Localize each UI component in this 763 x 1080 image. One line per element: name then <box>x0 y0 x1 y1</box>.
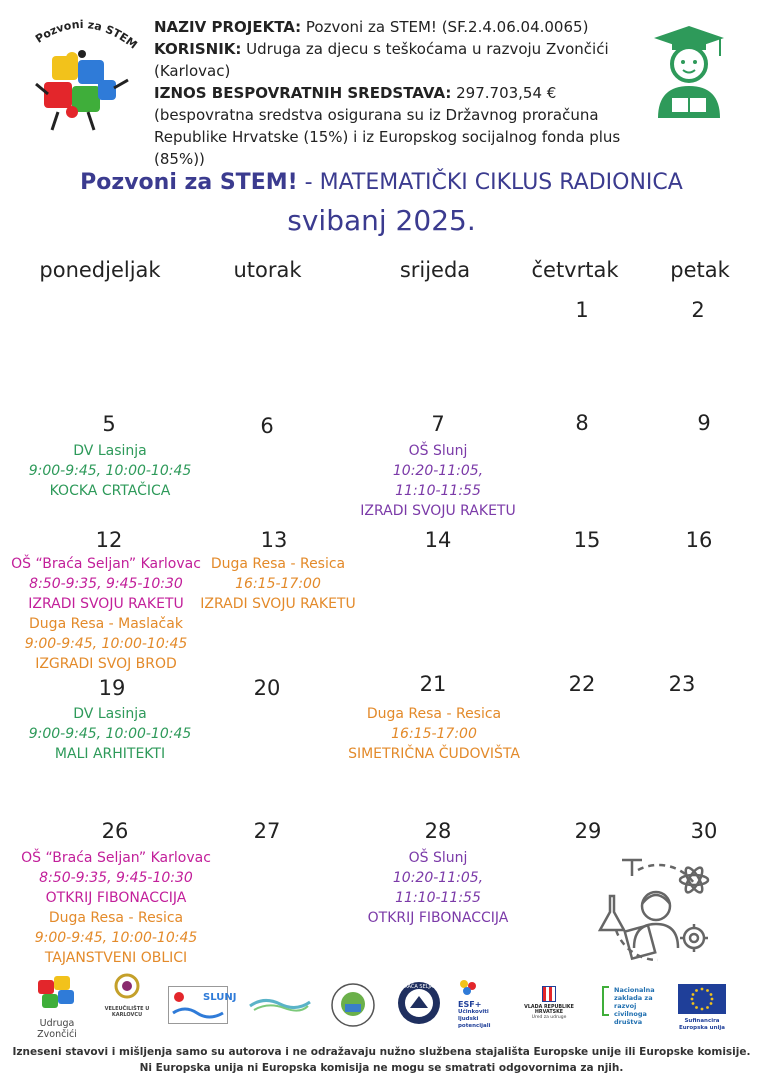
day-friday: petak <box>670 258 730 282</box>
project-info <box>154 16 654 170</box>
date-16: 16 <box>685 528 713 552</box>
event-place: Duga Resa - Resica <box>210 556 346 572</box>
event-12a <box>6 554 206 614</box>
date-27: 27 <box>253 819 281 843</box>
event-time: 8:50-9:35, 9:45-10:30 <box>29 576 183 592</box>
event-name: OTKRIJ FIBONACCIJA <box>367 910 509 926</box>
logo-school-round <box>330 982 376 1028</box>
date-7: 7 <box>431 412 445 436</box>
event-name: SIMETRIČNA ČUDOVIŠTA <box>348 746 520 762</box>
event-place: OŠ “Braća Seljan” Karlovac <box>21 850 211 866</box>
logo-veleuciliste: VELEUČILIŠTE U KARLOVCU <box>104 972 150 1018</box>
event-time: 8:50-9:35, 9:45-10:30 <box>39 870 193 886</box>
event-name: IZRADI SVOJU RAKETU <box>360 503 516 519</box>
amount-value: 297.703,54 € (bespovratna sredstva osigurana su iz Državnog proračuna Republike Hrvatske (15%) i iz Europskog socijalnog fonda plus (85%)) <box>154 84 621 168</box>
day-wednesday: srijeda <box>399 258 471 282</box>
date-20: 20 <box>253 676 281 700</box>
date-13: 13 <box>260 528 288 552</box>
event-time: 9:00-9:45, 10:00-10:45 <box>24 636 188 652</box>
event-place: DV Lasinja <box>73 706 147 722</box>
logo-eu: Sufinancira Europska unija <box>678 984 730 1032</box>
date-21: 21 <box>419 672 447 696</box>
project-logo <box>22 14 142 136</box>
date-30: 30 <box>690 819 718 843</box>
event-26a <box>16 848 216 908</box>
amount-label: IZNOS BESPOVRATNIH SREDSTAVA: <box>154 84 452 102</box>
date-6: 6 <box>260 414 274 438</box>
svg-text:SLUNJ: SLUNJ <box>203 992 237 1003</box>
date-1: 1 <box>575 298 589 322</box>
student-icon <box>650 22 728 122</box>
event-time: 11:10-11:55 <box>395 890 481 906</box>
event-5 <box>20 441 200 501</box>
logo-text: Pozvoni za STEM <box>33 17 140 52</box>
date-29: 29 <box>574 819 602 843</box>
date-12: 12 <box>95 528 123 552</box>
event-place: OŠ “Braća Seljan” Karlovac <box>11 556 201 572</box>
title-bold: Pozvoni za STEM! <box>80 170 298 195</box>
event-place: Duga Resa - Resica <box>366 706 502 722</box>
event-place: OŠ Slunj <box>408 443 468 459</box>
svg-text:BRAĆA SELJAN: BRAĆA SELJAN <box>400 984 438 990</box>
partner-logos: Udruga Zvončići VELEUČILIŠTE U KARLOVCU SLUNJ BRAĆA SELJAN ESF+ Učinkoviti ljudski potencijali VLADA REPUBLIKE HRVATSKE Ured za udruge Nacionalna zaklada za razvoj civilnoga društva Sufinancira Europska unija <box>0 972 763 1034</box>
date-19: 19 <box>98 676 126 700</box>
title-rest: - MATEMATIČKI CIKLUS RADIONICA <box>297 170 683 195</box>
event-time: 16:15-17:00 <box>391 726 477 742</box>
date-28: 28 <box>424 819 452 843</box>
event-name: TAJANSTVENI OBLICI <box>44 950 188 966</box>
logo-wave <box>248 994 312 1018</box>
user-label: KORISNIK: <box>154 40 242 58</box>
day-tuesday: utorak <box>233 258 302 282</box>
stem-science-icon <box>598 856 716 966</box>
event-26b <box>16 908 216 968</box>
event-12b <box>6 614 206 674</box>
event-time: 9:00-9:45, 10:00-10:45 <box>28 726 192 742</box>
eu-disclaimer: Izneseni stavovi i mišljenja samo su autorova i ne odražavaju nužno službena stajališta Europske unije ili Europske komisije. Ni Europska unija ni Europska komisija ne mogu se smatrati odgovornima za njih. <box>12 1046 751 1074</box>
date-8: 8 <box>575 411 589 435</box>
event-time: 9:00-9:45, 10:00-10:45 <box>34 930 198 946</box>
date-2: 2 <box>691 298 705 322</box>
date-23: 23 <box>668 672 696 696</box>
date-9: 9 <box>697 411 711 435</box>
event-place: Duga Resa - Resica <box>48 910 184 926</box>
logo-braca-seljan <box>396 980 442 1026</box>
event-time: 10:20-11:05, <box>392 463 484 479</box>
date-26: 26 <box>101 819 129 843</box>
month-title: svibanj 2025. <box>287 204 476 237</box>
page-title <box>0 170 763 195</box>
event-place: DV Lasinja <box>73 443 147 459</box>
user-value: Udruga za djecu s teškoćama u razvoju Zvončići (Karlovac) <box>154 40 609 80</box>
event-place: Duga Resa - Maslačak <box>29 616 183 632</box>
date-15: 15 <box>573 528 601 552</box>
project-label: NAZIV PROJEKTA: <box>154 18 302 36</box>
event-time: 10:20-11:05, <box>392 870 484 886</box>
event-name: IZRADI SVOJU RAKETU <box>28 596 184 612</box>
event-7 <box>348 441 528 521</box>
event-name: KOCKA CRTAČICA <box>49 483 171 499</box>
event-name: IZGRADI SVOJ BROD <box>35 656 177 672</box>
event-13 <box>196 554 360 614</box>
event-time: 16:15-17:00 <box>235 576 321 592</box>
event-place: OŠ Slunj <box>408 850 468 866</box>
event-name: MALI ARHITEKTI <box>54 746 166 762</box>
event-21 <box>336 704 532 764</box>
date-22: 22 <box>568 672 596 696</box>
event-28 <box>348 848 528 928</box>
date-14: 14 <box>424 528 452 552</box>
logo-esf: ESF+ Učinkoviti ljudski potencijali <box>458 978 502 1030</box>
event-19 <box>20 704 200 764</box>
day-monday: ponedjeljak <box>39 258 161 282</box>
project-value: Pozvoni za STEM! (SF.2.4.06.04.0065) <box>301 18 589 36</box>
day-thursday: četvrtak <box>531 258 619 282</box>
date-5: 5 <box>102 412 116 436</box>
event-time: 11:10-11:55 <box>395 483 481 499</box>
event-name: IZRADI SVOJU RAKETU <box>200 596 356 612</box>
logo-vlada-rh: VLADA REPUBLIKE HRVATSKE Ured za udruge <box>512 986 586 1020</box>
logo-zvoncici: Udruga Zvončići <box>22 972 92 1040</box>
svg-text:Pozvoni za STEM! <box>22 14 140 52</box>
event-time: 9:00-9:45, 10:00-10:45 <box>28 463 192 479</box>
logo-slunj <box>168 986 237 1024</box>
event-name: OTKRIJ FIBONACCIJA <box>45 890 187 906</box>
